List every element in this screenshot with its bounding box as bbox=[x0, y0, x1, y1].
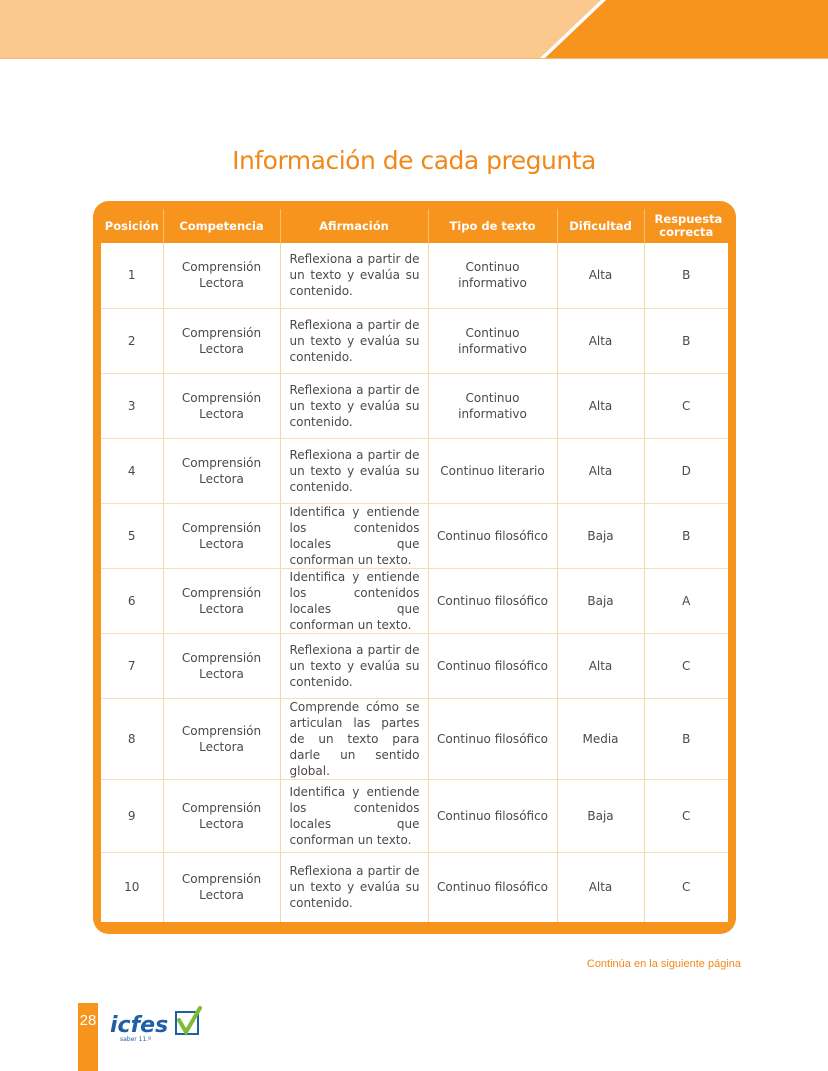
cell-respuesta: D bbox=[644, 438, 728, 503]
cell-tipo-texto: Continuo filosófico bbox=[428, 779, 557, 852]
icfes-logo bbox=[108, 1004, 208, 1044]
cell-competencia: Comprensión Lectora bbox=[163, 633, 280, 698]
cell-respuesta: B bbox=[644, 698, 728, 779]
logo-subtext: saber 11.º bbox=[120, 1036, 152, 1043]
cell-dificultad: Baja bbox=[557, 779, 644, 852]
cell-dificultad: Alta bbox=[557, 308, 644, 373]
cell-dificultad: Baja bbox=[557, 503, 644, 568]
cell-posicion: 3 bbox=[101, 373, 163, 438]
table-row bbox=[101, 568, 728, 633]
cell-respuesta: B bbox=[644, 308, 728, 373]
cell-posicion: 10 bbox=[101, 852, 163, 922]
cell-afirmacion: Identifica y entiende los contenidos locales que conforman un texto. bbox=[280, 503, 428, 568]
banner-accent-shape bbox=[0, 0, 828, 58]
cell-competencia: Comprensión Lectora bbox=[163, 373, 280, 438]
cell-afirmacion: Reflexiona a partir de un texto y evalúa su contenido. bbox=[280, 633, 428, 698]
cell-respuesta: B bbox=[644, 243, 728, 308]
cell-tipo-texto: Continuo filosófico bbox=[428, 633, 557, 698]
cell-posicion: 7 bbox=[101, 633, 163, 698]
header-competencia: Competencia bbox=[163, 209, 280, 243]
cell-posicion: 2 bbox=[101, 308, 163, 373]
question-table bbox=[101, 209, 728, 922]
cell-afirmacion: Identifica y entiende los contenidos locales que conforman un texto. bbox=[280, 779, 428, 852]
cell-dificultad: Alta bbox=[557, 438, 644, 503]
cell-afirmacion: Identifica y entiende los contenidos locales que conforman un texto. bbox=[280, 568, 428, 633]
cell-competencia: Comprensión Lectora bbox=[163, 503, 280, 568]
cell-posicion: 9 bbox=[101, 779, 163, 852]
cell-afirmacion: Reflexiona a partir de un texto y evalúa su contenido. bbox=[280, 243, 428, 308]
cell-tipo-texto: Continuo filosófico bbox=[428, 568, 557, 633]
cell-competencia: Comprensión Lectora bbox=[163, 779, 280, 852]
cell-respuesta: B bbox=[644, 503, 728, 568]
cell-afirmacion: Reflexiona a partir de un texto y evalúa su contenido. bbox=[280, 373, 428, 438]
table-row bbox=[101, 308, 728, 373]
cell-tipo-texto: Continuo filosófico bbox=[428, 852, 557, 922]
header-tipo-texto: Tipo de texto bbox=[428, 209, 557, 243]
cell-competencia: Comprensión Lectora bbox=[163, 438, 280, 503]
cell-posicion: 4 bbox=[101, 438, 163, 503]
table-row bbox=[101, 633, 728, 698]
table-row bbox=[101, 852, 728, 922]
table-row bbox=[101, 243, 728, 308]
cell-respuesta: C bbox=[644, 633, 728, 698]
cell-tipo-texto: Continuo informativo bbox=[428, 243, 557, 308]
table-row bbox=[101, 779, 728, 852]
cell-afirmacion: Reflexiona a partir de un texto y evalúa su contenido. bbox=[280, 308, 428, 373]
cell-tipo-texto: Continuo informativo bbox=[428, 373, 557, 438]
cell-tipo-texto: Continuo informativo bbox=[428, 308, 557, 373]
cell-competencia: Comprensión Lectora bbox=[163, 243, 280, 308]
cell-posicion: 6 bbox=[101, 568, 163, 633]
cell-dificultad: Media bbox=[557, 698, 644, 779]
top-banner bbox=[0, 0, 828, 59]
table-row bbox=[101, 373, 728, 438]
continue-note: Continúa en la siguiente página bbox=[586, 958, 741, 970]
cell-competencia: Comprensión Lectora bbox=[163, 852, 280, 922]
cell-afirmacion: Reflexiona a partir de un texto y evalúa su contenido. bbox=[280, 438, 428, 503]
cell-respuesta: C bbox=[644, 373, 728, 438]
logo-text: icfes bbox=[110, 1013, 169, 1038]
table-row bbox=[101, 698, 728, 779]
cell-respuesta: A bbox=[644, 568, 728, 633]
cell-afirmacion: Reflexiona a partir de un texto y evalúa su contenido. bbox=[280, 852, 428, 922]
table-row bbox=[101, 503, 728, 568]
cell-dificultad: Alta bbox=[557, 243, 644, 308]
table-header-row bbox=[101, 209, 728, 243]
cell-respuesta: C bbox=[644, 779, 728, 852]
cell-respuesta: C bbox=[644, 852, 728, 922]
cell-tipo-texto: Continuo filosófico bbox=[428, 698, 557, 779]
question-table-frame bbox=[93, 201, 736, 934]
cell-tipo-texto: Continuo filosófico bbox=[428, 503, 557, 568]
table-row bbox=[101, 438, 728, 503]
cell-tipo-texto: Continuo literario bbox=[428, 438, 557, 503]
cell-posicion: 5 bbox=[101, 503, 163, 568]
cell-competencia: Comprensión Lectora bbox=[163, 308, 280, 373]
cell-afirmacion: Comprende cómo se articulan las partes de un texto para darle un sentido global. bbox=[280, 698, 428, 779]
page-number: 28 bbox=[79, 1012, 97, 1029]
page-title: Información de cada pregunta bbox=[232, 146, 596, 175]
cell-dificultad: Alta bbox=[557, 852, 644, 922]
cell-dificultad: Alta bbox=[557, 373, 644, 438]
cell-posicion: 1 bbox=[101, 243, 163, 308]
header-respuesta: Respuesta correcta bbox=[654, 212, 723, 239]
cell-dificultad: Alta bbox=[557, 633, 644, 698]
cell-competencia: Comprensión Lectora bbox=[163, 698, 280, 779]
cell-competencia: Comprensión Lectora bbox=[163, 568, 280, 633]
header-posicion: Posición bbox=[101, 209, 163, 243]
cell-posicion: 8 bbox=[101, 698, 163, 779]
header-dificultad: Dificultad bbox=[557, 209, 644, 243]
cell-dificultad: Baja bbox=[557, 568, 644, 633]
header-afirmacion: Afirmación bbox=[280, 209, 428, 243]
